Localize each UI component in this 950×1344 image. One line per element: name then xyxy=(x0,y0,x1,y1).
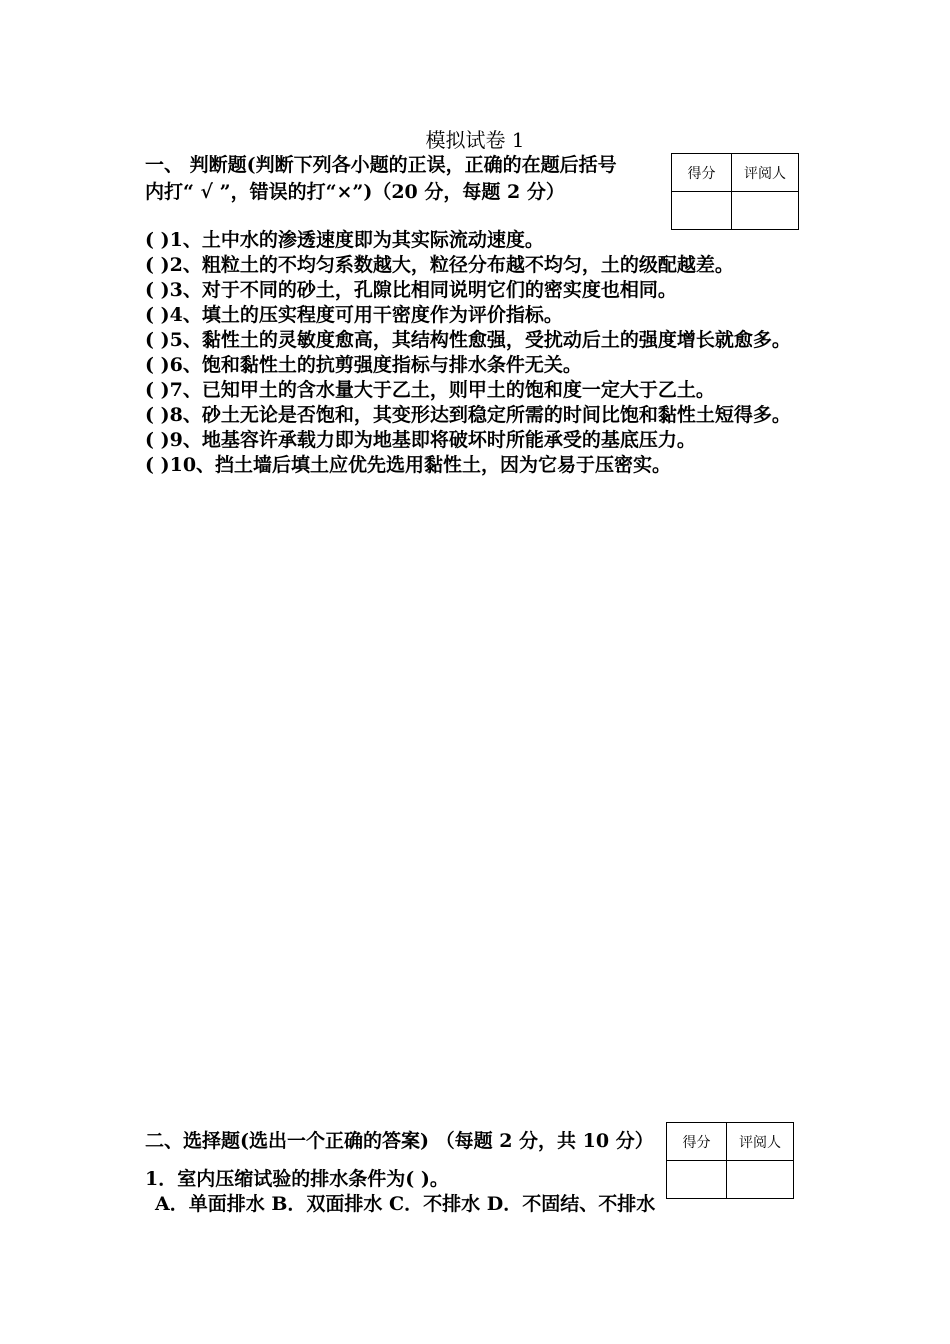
tf-item-5: ( )5、黏性土的灵敏度愈高，其结构性愈强，受扰动后土的强度增长就愈多。 xyxy=(145,329,791,351)
tf-item-3: ( )3、对于不同的砂土，孔隙比相同说明它们的密实度也相同。 xyxy=(145,279,677,301)
reviewer-label: 评阅人 xyxy=(732,154,799,192)
tf-item-6: ( )6、饱和黏性土的抗剪强度指标与排水条件无关。 xyxy=(145,354,582,376)
tf-item-2: ( )2、粗粒土的不均匀系数越大，粒径分布越不均匀，土的级配越差。 xyxy=(145,254,734,276)
tf-item-9: ( )9、地基容许承载力即为地基即将破坏时所能承受的基底压力。 xyxy=(145,429,696,451)
score-label: 得分 xyxy=(667,1123,727,1161)
tf-item-1: ( )1、土中水的渗透速度即为其实际流动速度。 xyxy=(145,229,544,251)
question-1-options: A．单面排水 B．双面排水 C．不排水 D．不固结、不排水 xyxy=(155,1193,656,1215)
section2-heading: 二、选择题(选出一个正确的答案) （每题 2 分，共 10 分） xyxy=(145,1130,654,1152)
tf-item-4: ( )4、填土的压实程度可用干密度作为评价指标。 xyxy=(145,304,563,326)
score-label: 得分 xyxy=(672,154,732,192)
section2-score-table xyxy=(666,1122,794,1199)
reviewer-cell[interactable] xyxy=(727,1161,794,1199)
question-1: 1．室内压缩试验的排水条件为( )。 xyxy=(145,1168,449,1190)
tf-item-8: ( )8、砂土无论是否饱和，其变形达到稳定所需的时间比饱和黏性土短得多。 xyxy=(145,404,791,426)
tf-item-10: ( )10、挡土墙后填土应优先选用黏性土，因为它易于压密实。 xyxy=(145,454,672,476)
section1-heading-line2: 内打“ √ ”，错误的打“×”)（20 分，每题 2 分） xyxy=(145,181,565,203)
section1-heading-line1: 一、 判断题(判断下列各小题的正误，正确的在题后括号 xyxy=(145,154,617,176)
section1-score-table xyxy=(671,153,799,230)
reviewer-label: 评阅人 xyxy=(727,1123,794,1161)
tf-item-7: ( )7、已知甲土的含水量大于乙土，则甲土的饱和度一定大于乙土。 xyxy=(145,379,715,401)
page-title: 模拟试卷 1 xyxy=(425,128,525,152)
reviewer-cell[interactable] xyxy=(732,192,799,230)
score-cell[interactable] xyxy=(672,192,732,230)
score-cell[interactable] xyxy=(667,1161,727,1199)
